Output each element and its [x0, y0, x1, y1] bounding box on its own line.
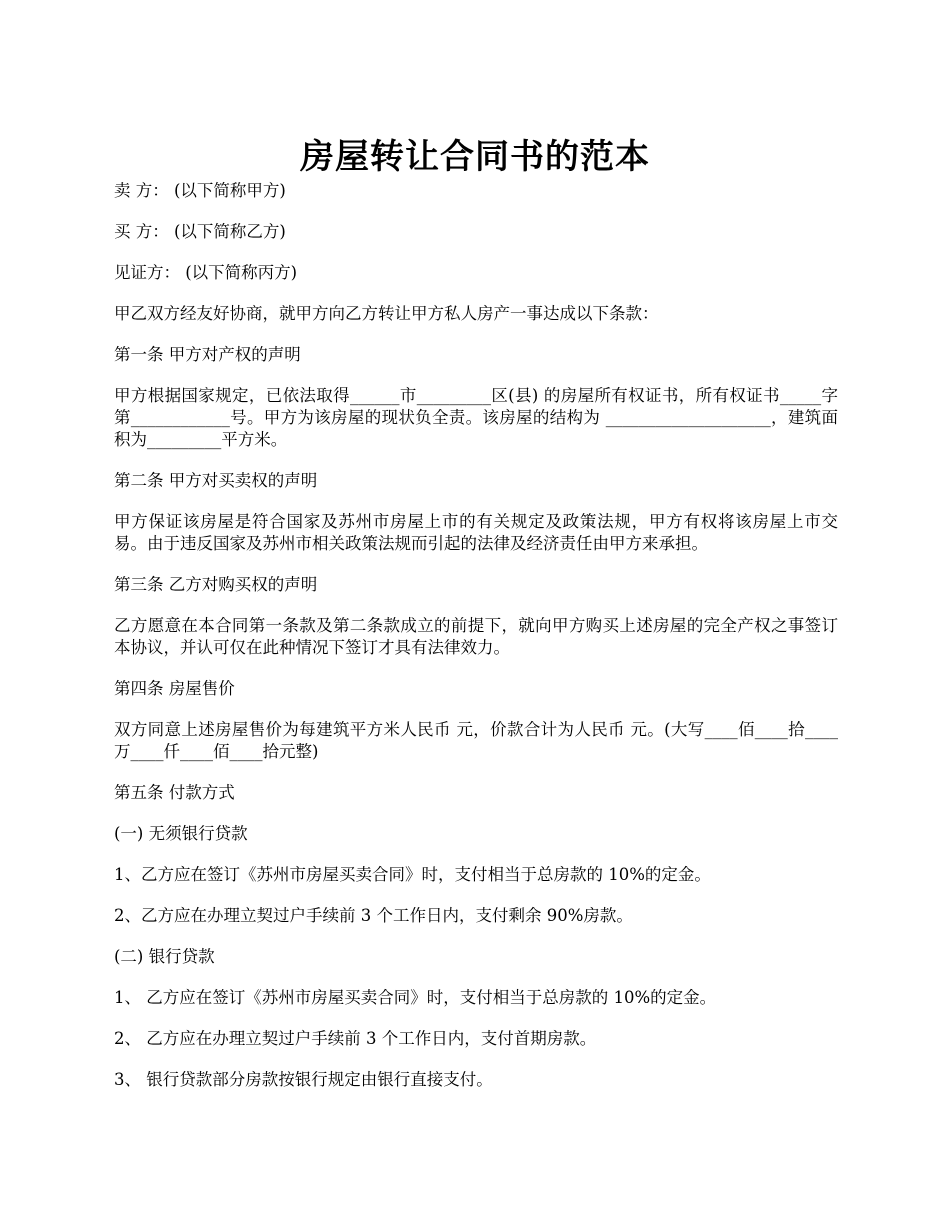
article-4-heading: 第四条 房屋售价 — [114, 679, 235, 698]
payment-option-2-item-2: 2、 乙方应在办理立契过户手续前 3 个工作日内，支付首期房款。 — [114, 1029, 597, 1048]
article-5-heading: 第五条 付款方式 — [114, 783, 235, 802]
article-3-body: 乙方愿意在本合同第一条款及第二条款成立的前提下，就向甲方购买上述房屋的完全产权之事签订本协议，并认可仅在此种情况下签订才具有法律效力。 — [114, 616, 838, 657]
payment-option-1-item-2: 2、乙方应在办理立契过户手续前 3 个工作日内，支付剩余 90%房款。 — [114, 906, 633, 925]
article-2-heading: 第二条 甲方对买卖权的声明 — [114, 471, 318, 490]
payment-option-2-heading: (二) 银行贷款 — [114, 947, 215, 966]
seller-line: 卖 方： (以下简称甲方) — [114, 181, 286, 200]
document-title: 房屋转让合同书的范本 — [300, 136, 650, 177]
article-1-heading: 第一条 甲方对产权的声明 — [114, 345, 301, 364]
article-3-heading: 第三条 乙方对购买权的声明 — [114, 575, 318, 594]
payment-option-2-item-1: 1、 乙方应在签订《苏州市房屋买卖合同》时，支付相当于总房款的 10%的定金。 — [114, 988, 717, 1007]
payment-option-1-item-1: 1、乙方应在签订《苏州市房屋买卖合同》时，支付相当于总房款的 10%的定金。 — [114, 865, 711, 884]
article-2-body: 甲方保证该房屋是符合国家及苏州市房屋上市的有关规定及政策法规，甲方有权将该房屋上市交易。由于违反国家及苏州市相关政策法规而引起的法律及经济责任由甲方来承担。 — [114, 512, 838, 553]
article-1-body: 甲方根据国家规定，已依法取得______市_________区(县) 的房屋所有权证书，所有权证书_____字第____________号。甲方为该房屋的现状负全责。该房屋的结构为 ____________________，建筑面积为_________平方米。 — [114, 386, 838, 449]
document-body — [114, 180, 838, 1110]
intro-paragraph: 甲乙双方经友好协商，就甲方向乙方转让甲方私人房产一事达成以下条款： — [114, 304, 659, 323]
article-4-body: 双方同意上述房屋售价为每建筑平方米人民币 元，价款合计为人民币 元。(大写____佰____拾____万____仟____佰____拾元整) — [114, 720, 838, 761]
witness-line: 见证方： (以下简称丙方) — [114, 263, 298, 282]
payment-option-1-heading: (一) 无须银行贷款 — [114, 824, 248, 843]
payment-option-2-item-3: 3、 银行贷款部分房款按银行规定由银行直接支付。 — [114, 1070, 493, 1089]
buyer-line: 买 方： (以下简称乙方) — [114, 222, 286, 241]
